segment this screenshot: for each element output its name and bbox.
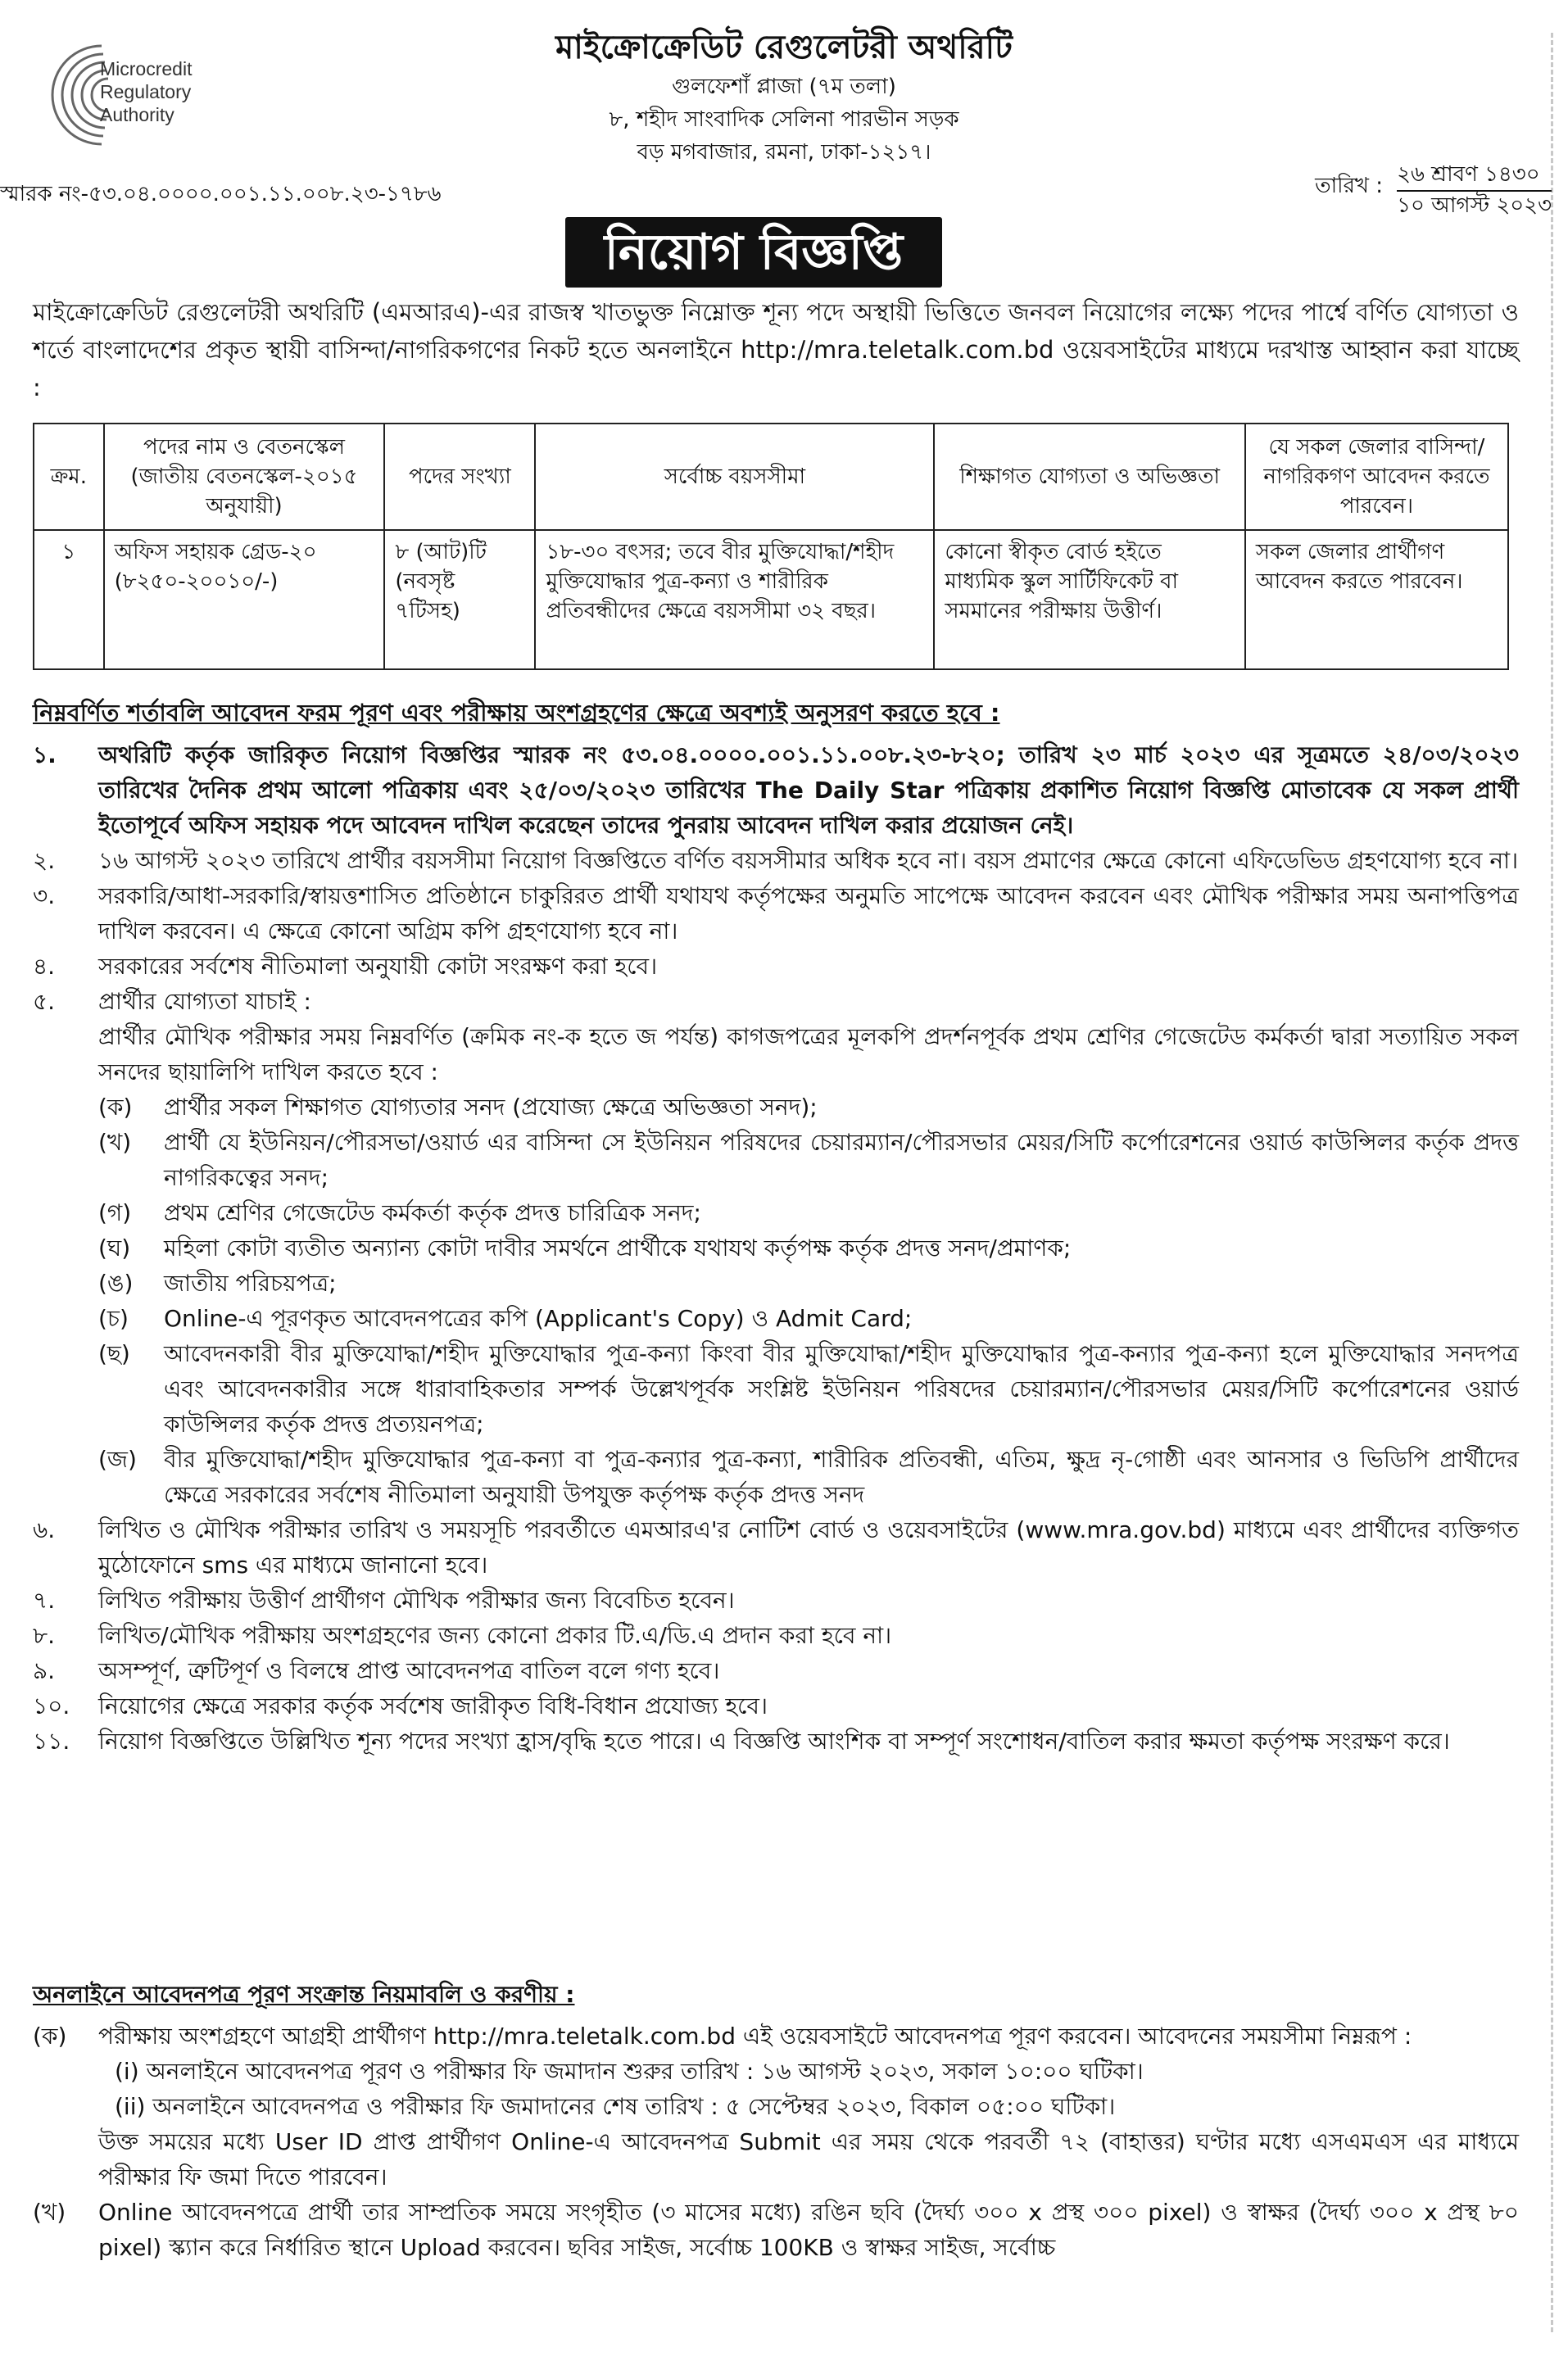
sub-item <box>98 1301 1519 1336</box>
online-item-text: পরীক্ষায় অংশগ্রহণে আগ্রহী প্রার্থীগণ http://mra.teletalk.com.bd এই ওয়েবসাইটে আবেদনপত্র পূরণ করবেন। আবেদনের সময়সীমা নিম্নরূপ : <box>98 2023 1412 2050</box>
conditions-list <box>33 737 1519 1759</box>
condition-5-intro <box>33 1019 1519 1090</box>
condition-item <box>33 949 1519 984</box>
sub-number: (চ) <box>98 1305 129 1332</box>
logo-line: Microcredit <box>100 58 193 79</box>
sub-item <box>98 1442 1519 1512</box>
condition-text: অথরিটি কর্তৃক জারিকৃত নিয়োগ বিজ্ঞপ্তির স্মারক নং ৫৩.০৪.০০০০.০০১.১১.০০৮.২৩-৮২০; তারিখ ২৩ মার্চ ২০২৩ এর সূত্রমতে ২৪/০৩/২০২৩ তারিখের দৈনিক প্রথম আলো পত্রিকায় এবং ২৫/০৩/২০২৩ তারিখের The Daily Star পত্রিকায় প্রকাশিত নিয়োগ বিজ্ঞপ্তি মোতাবেক যে সকল প্রার্থী ইতোপূর্বে অফিস সহায়ক পদে আবেদন দাখিল করেছেন তাদের পুনরায় আবেদন দাখিল করার প্রয়োজন নেই। <box>98 741 1519 839</box>
date-label: তারিখ : <box>1315 174 1383 198</box>
logo-line: Authority <box>100 104 174 125</box>
sub-number: (ছ) <box>98 1340 130 1367</box>
condition-item <box>33 1512 1519 1583</box>
condition-number: ৯. <box>33 1657 56 1684</box>
condition-item <box>33 878 1519 949</box>
org-name: মাইক্রোক্রেডিট রেগুলেটরী অথরিটি <box>555 29 1013 66</box>
online-item <box>33 2195 1519 2265</box>
condition-text: ১৬ আগস্ট ২০২৩ তারিখে প্রার্থীর বয়সসীমা নিয়োগ বিজ্ঞপ্তিতে বর্ণিত বয়সসীমার অধিক হবে না। বয়স প্রমাণের ক্ষেত্রে কোনো এফিডেভিড গ্রহণযোগ্য হবে না। <box>98 847 1519 874</box>
sub-item <box>98 1090 1519 1125</box>
column-header: পদের নাম ও বেতনস্কেল (জাতীয় বেতনস্কেল-২০১৫ অনুযায়ী) <box>104 424 385 530</box>
sub-text: জাতীয় পরিচয়পত্র; <box>164 1270 337 1297</box>
date-english: ১০ আগস্ট ২০২৩ <box>1397 193 1552 218</box>
column-header: শিক্ষাগত যোগ্যতা ও অভিজ্ঞতা <box>934 424 1245 530</box>
condition-number: ৫. <box>33 988 56 1015</box>
cell-serial: ১ <box>34 530 104 669</box>
cell-count: ৮ (আট)টি (নবসৃষ্ট ৭টিসহ) <box>384 530 535 669</box>
condition-item <box>33 1653 1519 1688</box>
table-row <box>34 530 1508 669</box>
condition-text: নিয়োগ বিজ্ঞপ্তিতে উল্লিখিত শূন্য পদের সংখ্যা হ্রাস/বৃদ্ধি হতে পারে। এ বিজ্ঞপ্তি আংশিক বা সম্পূর্ণ সংশোধন/বাতিল করার ক্ষমতা কর্তৃপক্ষ সংরক্ষণ করে। <box>98 1728 1450 1755</box>
sub-text: প্রার্থীর সকল শিক্ষাগত যোগ্যতার সনদ (প্রযোজ্য ক্ষেত্রে অভিজ্ঞতা সনদ); <box>164 1094 818 1121</box>
online-subitem: (i) অনলাইনে আবেদনপত্র পূরণ ও পরীক্ষার ফি জমাদান শুরুর তারিখ : ১৬ আগস্ট ২০২৩, সকাল ১০:০০ ঘটিকা। <box>115 2058 1144 2085</box>
sub-number: (খ) <box>98 1129 132 1156</box>
cell-age: ১৮-৩০ বৎসর; তবে বীর মুক্তিযোদ্ধা/শহীদ মুক্তিযোদ্ধার পুত্র-কন্যা ও শারীরিক প্রতিবন্ধীদের ক্ষেত্রে বয়সসীমা ৩২ বছর। <box>535 530 934 669</box>
date-bangla: ২৬ শ্রাবণ ১৪৩০ <box>1397 161 1552 192</box>
date-block <box>1315 161 1552 220</box>
condition-number: ১১. <box>33 1728 70 1755</box>
online-rules <box>33 1977 1519 2265</box>
condition-item <box>33 1688 1519 1724</box>
condition-text: লিখিত পরীক্ষায় উত্তীর্ণ প্রার্থীগণ মৌখিক পরীক্ষার জন্য বিবেচিত হবেন। <box>98 1587 735 1614</box>
sub-number: (ক) <box>98 1094 133 1121</box>
online-item-number: (ক) <box>33 2023 67 2050</box>
sub-item <box>98 1266 1519 1301</box>
sub-item <box>98 1230 1519 1266</box>
conditions-heading: নিম্নবর্ণিত শর্তাবলি আবেদন ফরম পূরণ এবং পরীক্ষায় অংশগ্রহণের ক্ষেত্রে অবশ্যই অনুসরণ করতে হবে : <box>33 699 1000 727</box>
sub-text: আবেদনকারী বীর মুক্তিযোদ্ধা/শহীদ মুক্তিযোদ্ধার পুত্র-কন্যা কিংবা বীর মুক্তিযোদ্ধা/শহীদ মুক্তিযোদ্ধার পুত্র-কন্যার পুত্র-কন্যা হলে মুক্তিযোদ্ধার সনদপত্র এবং আবেদনকারীর সঙ্গে ধারাবাহিকতার সম্পর্ক উল্লেখপূর্বক সংশ্লিষ্ট ইউনিয়ন পরিষদের চেয়ারম্যান/পৌরসভার মেয়র/সিটি কর্পোরেশনের ওয়ার্ড কাউন্সিলর কর্তৃক প্রদত্ত প্রত্যয়নপত্র; <box>164 1340 1519 1438</box>
condition-5-subitems <box>33 1090 1519 1512</box>
sub-number: (ঙ) <box>98 1270 134 1297</box>
table-header-row <box>34 424 1508 530</box>
online-heading: অনলাইনে আবেদনপত্র পূরণ সংক্রান্ত নিয়মাবলি ও করণীয় : <box>33 1981 575 2008</box>
condition-number: ৭. <box>33 1587 56 1614</box>
address-line: গুলফেশাঁ প্লাজা (৭ম তলা) <box>672 75 896 99</box>
condition-number: ৬. <box>33 1516 56 1543</box>
cell-qualification: কোনো স্বীকৃত বোর্ড হইতে মাধ্যমিক স্কুল সার্টিফিকেট বা সমমানের পরীক্ষায় উত্তীর্ণ। <box>934 530 1245 669</box>
condition-text: প্রার্থীর যোগ্যতা যাচাই : <box>98 988 311 1015</box>
condition-item <box>33 737 1519 843</box>
condition-number: ৩. <box>33 882 56 909</box>
condition-text: নিয়োগের ক্ষেত্রে সরকার কর্তৃক সর্বশেষ জারীকৃত বিধি-বিধান প্রযোজ্য হবে। <box>98 1692 768 1719</box>
sub-number: (ঘ) <box>98 1235 131 1262</box>
intro-paragraph: মাইক্রোক্রেডিট রেগুলেটরী অথরিটি (এমআরএ)-এর রাজস্ব খাতভুক্ত নিম্নোক্ত শূন্য পদে অস্থায়ী ভিত্তিতে জনবল নিয়োগের লক্ষ্যে পদের পার্শ্বে বর্ণিত যোগ্যতা ও শর্তে বাংলাদেশের প্রকৃত স্থায়ী বাসিন্দা/নাগরিকগণের নিকট হতে অনলাইনে http://mra.teletalk.com.bd ওয়েবসাইটের মাধ্যমে দরখাস্ত আহ্বান করা যাচ্ছে : <box>33 298 1519 401</box>
condition-text: সরকারি/আধা-সরকারি/স্বায়ত্তশাসিত প্রতিষ্ঠানে চাকুরিরত প্রার্থী যথাযথ কর্তৃপক্ষের অনুমতি সাপেক্ষে আবেদন করবেন এবং মৌখিক পরীক্ষার সময় অনাপত্তিপত্র দাখিল করবেন। এ ক্ষেত্রে কোনো অগ্রিম কপি গ্রহণযোগ্য হবে না। <box>98 882 1519 945</box>
memo-number: স্মারক নং-৫৩.০৪.০০০০.০০১.১১.০০৮.২৩-১৭৮৬ <box>0 182 442 206</box>
online-item-number: (খ) <box>33 2199 66 2226</box>
cut-line <box>1551 33 1553 2332</box>
condition-item <box>33 843 1519 878</box>
online-item <box>33 2018 1519 2195</box>
sub-text: প্রথম শ্রেণির গেজেটেড কর্মকর্তা কর্তৃক প্রদত্ত চারিত্রিক সনদ; <box>164 1199 701 1226</box>
condition-item <box>33 1618 1519 1653</box>
online-item-text: উক্ত সময়ের মধ্যে User ID প্রাপ্ত প্রার্থীগণ Online-এ আবেদনপত্র Submit এর সময় থেকে পরবর্তী ৭২ (বাহাত্তর) ঘণ্টার মধ্যে এসএমএস এর মাধ্যমে পরীক্ষার ফি জমা দিতে পারবেন। <box>98 2128 1519 2191</box>
condition-number: ৪. <box>33 953 56 980</box>
condition-text: প্রার্থীর মৌখিক পরীক্ষার সময় নিম্নবর্ণিত (ক্রমিক নং-ক হতে জ পর্যন্ত) কাগজপত্রের মূলকপি প্রদর্শনপূর্বক প্রথম শ্রেণির গেজেটেড কর্মকর্তা দ্বারা সত্যায়িত সকল সনদের ছায়ালিপি দাখিল করতে হবে : <box>98 1023 1519 1085</box>
post-table <box>33 423 1509 670</box>
online-item-text: Online আবেদনপত্রে প্রার্থী তার সাম্প্রতিক সময়ে সংগৃহীত (৩ মাসের মধ্যে) রঙিন ছবি (দৈর্ঘ্য ৩০০ x প্রস্থ ৩০০ pixel) ও স্বাক্ষর (দৈর্ঘ্য ৩০০ x প্রস্থ ৮০ pixel) স্ক্যান করে নির্ধারিত স্থানে Upload করবেন। ছবির সাইজ, সর্বোচ্চ 100KB ও স্বাক্ষর সাইজ, সর্বোচ্চ <box>98 2199 1519 2261</box>
cell-districts: সকল জেলার প্রার্থীগণ আবেদন করতে পারবেন। <box>1245 530 1508 669</box>
condition-text: অসম্পূর্ণ, ত্রুটিপূর্ণ ও বিলম্বে প্রাপ্ত আবেদনপত্র বাতিল বলে গণ্য হবে। <box>98 1657 720 1684</box>
condition-number: ১০. <box>33 1692 70 1719</box>
online-subitem: (ii) অনলাইনে আবেদনপত্র ও পরীক্ষার ফি জমাদানের শেষ তারিখ : ৫ সেপ্টেম্বর ২০২৩, বিকাল ০৫:০০ ঘটিকা। <box>115 2093 1116 2120</box>
condition-number: ১. <box>33 741 57 768</box>
sub-number: (গ) <box>98 1199 132 1226</box>
sub-item <box>98 1195 1519 1230</box>
column-header: সর্বোচ্চ বয়সসীমা <box>535 424 934 530</box>
condition-item <box>33 1724 1519 1759</box>
column-header: ক্রম. <box>34 424 104 530</box>
condition-text: লিখিত/মৌখিক পরীক্ষায় অংশগ্রহণের জন্য কোনো প্রকার টি.এ/ডি.এ প্রদান করা হবে না। <box>98 1622 892 1649</box>
address-line: ৮, শহীদ সাংবাদিক সেলিনা পারভীন সড়ক <box>609 107 959 132</box>
condition-item <box>33 1583 1519 1618</box>
column-header: যে সকল জেলার বাসিন্দা/নাগরিকগণ আবেদন করতে পারবেন। <box>1245 424 1508 530</box>
condition-number: ২. <box>33 847 56 874</box>
reference-row <box>0 161 1568 218</box>
cell-post: অফিস সহায়ক গ্রেড-২০ (৮২৫০-২০০১০/-) <box>104 530 385 669</box>
org-block <box>33 25 1535 169</box>
sub-text: প্রার্থী যে ইউনিয়ন/পৌরসভা/ওয়ার্ড এর বাসিন্দা সে ইউনিয়ন পরিষদের চেয়ারম্যান/পৌরসভার মেয়র/সিটি কর্পোরেশনের ওয়ার্ড কাউন্সিলর কর্তৃক প্রদত্ত নাগরিকত্বের সনদ; <box>164 1129 1519 1191</box>
sub-number: (জ) <box>98 1446 137 1473</box>
sub-text: বীর মুক্তিযোদ্ধা/শহীদ মুক্তিযোদ্ধার পুত্র-কন্যা বা পুত্র-কন্যার পুত্র-কন্যা, শারীরিক প্রতিবন্ধী, এতিম, ক্ষুদ্র নৃ-গোষ্ঠী এবং আনসার ও ভিডিপি প্রার্থীদের ক্ষেত্রে সরকারের সর্বশেষ নীতিমালা অনুযায়ী উপযুক্ত কর্তৃপক্ষ কর্তৃক প্রদত্ত সনদ <box>164 1446 1519 1508</box>
address-line: বড় মগবাজার, রমনা, ঢাকা-১২১৭। <box>637 140 931 165</box>
sub-item <box>98 1125 1519 1195</box>
sub-text: মহিলা কোটা ব্যতীত অন্যান্য কোটা দাবীর সমর্থনে প্রার্থীকে যথাযথ কর্তৃপক্ষ কর্তৃক প্রদত্ত সনদ/প্রমাণক; <box>164 1235 1072 1262</box>
condition-number: ৮. <box>33 1622 56 1649</box>
sub-text: Online-এ পূরণকৃত আবেদনপত্রের কপি (Applicant's Copy) ও Admit Card; <box>164 1305 913 1332</box>
logo-line: Regulatory <box>100 81 192 102</box>
condition-item <box>33 984 1519 1019</box>
condition-text: সরকারের সর্বশেষ নীতিমালা অনুযায়ী কোটা সংরক্ষণ করা হবে। <box>98 953 658 980</box>
condition-text: লিখিত ও মৌখিক পরীক্ষার তারিখ ও সময়সূচি পরবর্তীতে এমআরএ'র নোটিশ বোর্ড ও ওয়েবসাইটের (www.mra.gov.bd) মাধ্যমে এবং প্রার্থীদের ব্যক্তিগত মুঠোফোনে sms এর মাধ্যমে জানানো হবে। <box>98 1516 1519 1579</box>
sub-item <box>98 1336 1519 1442</box>
column-header: পদের সংখ্যা <box>384 424 535 530</box>
notice-title: নিয়োগ বিজ্ঞপ্তি <box>565 217 942 288</box>
